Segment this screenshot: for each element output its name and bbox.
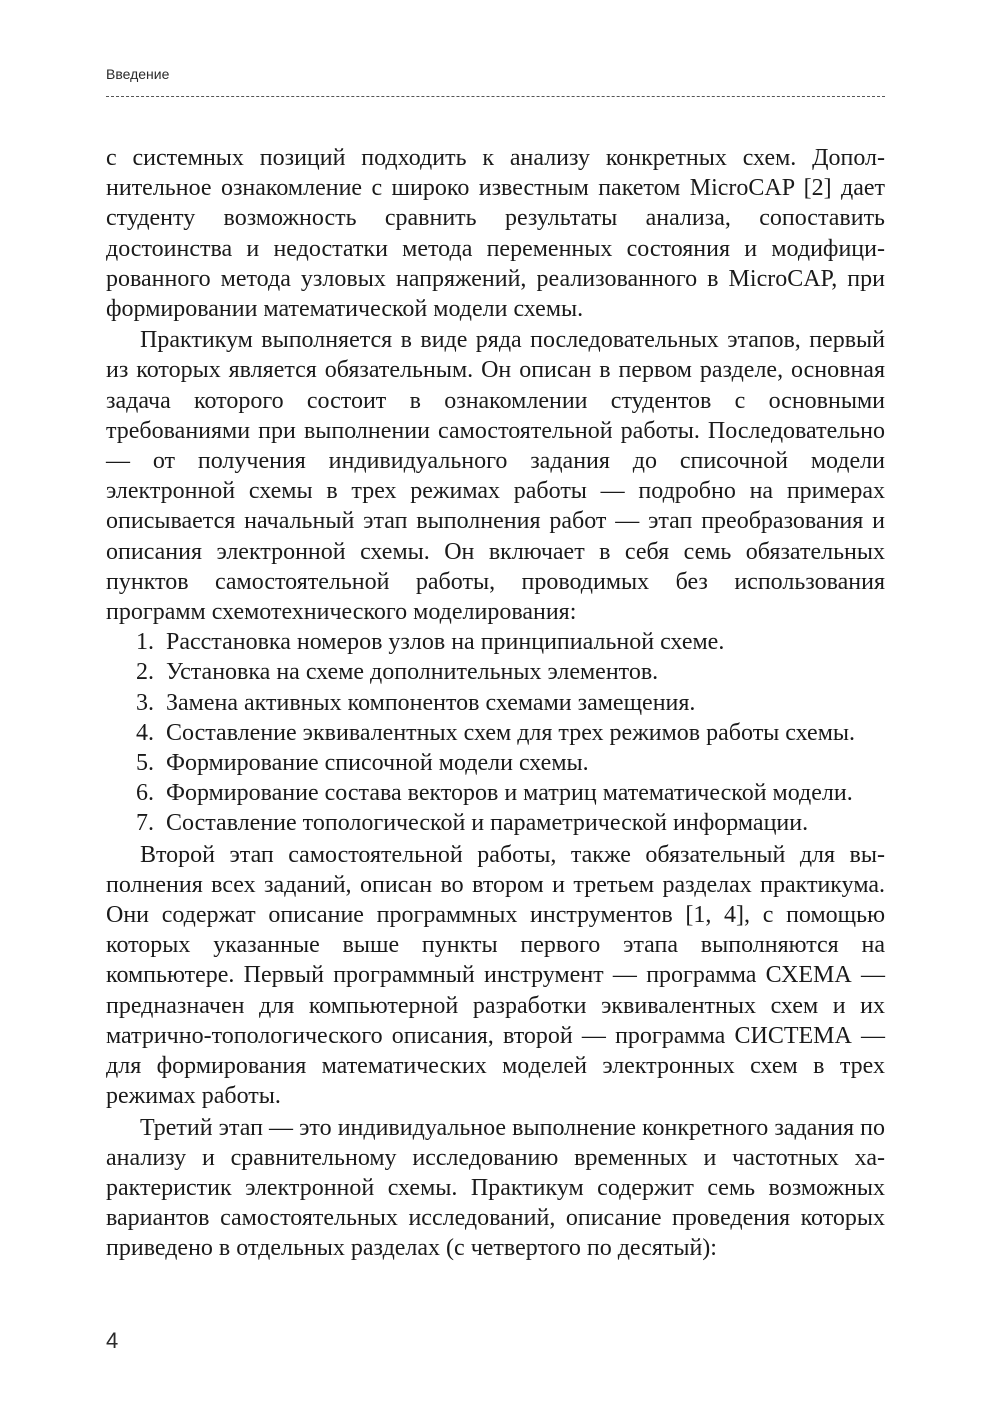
- list-item: [106, 718, 885, 748]
- list-item-text: Расстановка номеров узлов на принципиальной схеме.: [166, 629, 725, 656]
- numbered-list: [106, 627, 885, 838]
- list-item-number: 7.: [136, 810, 154, 837]
- list-item-text: Формирование списочной модели схемы.: [166, 750, 589, 777]
- list-item: [106, 808, 885, 838]
- list-item-text: Установка на схеме дополнительных элементов.: [166, 659, 659, 686]
- paragraph-1: с системных позиций подходить к анализу конкретных схем. Дополнительное ознакомление с широко известным пакетом MicroCAP [2] дает студенту возможность сравнить результаты анализа, сопоставить достоинства и недостатки метода переменных состояния и модифицированного метода узловых напряжений, реализованного в MicroCAP, при формировании математической модели схемы.: [106, 145, 885, 323]
- list-item-number: 4.: [136, 719, 154, 746]
- page-number: 4: [106, 1328, 119, 1353]
- list-item-number: 1.: [136, 629, 154, 656]
- list-item: [106, 627, 885, 657]
- paragraph-2: Практикум выполняется в виде ряда последовательных этапов, первый из которых является обязательным. Он описан в первом разделе, основная задача которого состоит в ознакомлении студентов с основными требованиями при выполнении самостоятельной работы. Последовательно — от получения индивидуального задания до списочной модели электронной схемы в трех режимах работы — подробно на примерах описывается начальный этап выполнения работ — этап преобразования и описания электронной схемы. Он включает в себя семь обязательных пунктов самостоятельной работы, проводимых без использования программ схемотехнического моделирования:: [106, 327, 885, 626]
- header-dashed-rule: [106, 96, 885, 97]
- list-item: [106, 748, 885, 778]
- running-head-title: Введение: [106, 66, 170, 82]
- list-item-number: 6.: [136, 780, 154, 807]
- list-item-number: 5.: [136, 750, 154, 777]
- list-item: [106, 688, 885, 718]
- list-item-text: Замена активных компонентов схемами замещения.: [166, 689, 696, 716]
- paragraph-3: Второй этап самостоятельной работы, также обязательный для выполнения всех заданий, описан во втором и третьем разделах практикума. Они содержат описание программных инструментов [1, 4], с помощью которых указанные выше пункты первого этапа выполняются на компьютере. Первый программный инструмент — программа СХЕМА — предназначен для компьютерной разработки эквивалентных схем и их матрично-топологического описания, второй — программа СИСТЕМА — для формирования математических моделей электронных схем в трех режимах работы.: [106, 841, 885, 1110]
- list-item-number: 2.: [136, 659, 154, 686]
- list-item: [106, 657, 885, 687]
- paragraph-4: Третий этап — это индивидуальное выполнение конкретного задания по анализу и сравнительному исследованию временных и частотных характеристик электронной схемы. Практикум содержит семь возможных вариантов самостоятельных исследований, описание проведения которых приведено в отдельных разделах (с четвертого по десятый):: [106, 1114, 885, 1262]
- list-item-number: 3.: [136, 689, 154, 716]
- list-item-text: Составление эквивалентных схем для трех режимов работы схемы.: [166, 719, 856, 746]
- body-text: [106, 143, 885, 1264]
- list-item-text: Составление топологической и параметрической информации.: [166, 810, 809, 837]
- list-item-text: Формирование состава векторов и матриц математической модели.: [166, 780, 853, 807]
- list-item: [106, 778, 885, 808]
